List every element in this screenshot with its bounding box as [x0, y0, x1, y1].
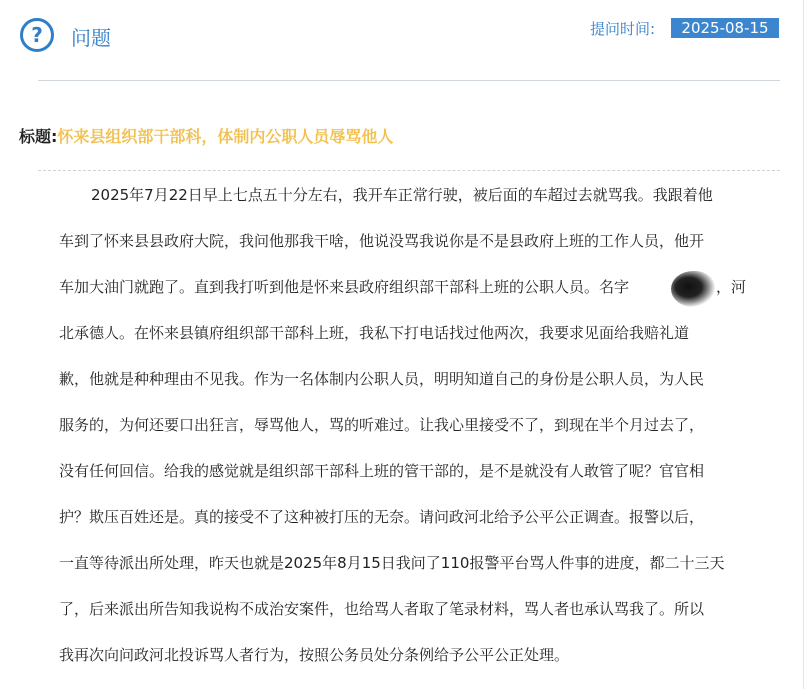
body-line: ，河: [716, 278, 747, 296]
body-line: 我再次向问政河北投诉骂人者行为，按照公务员处分条例给予公平公正处理。: [59, 646, 570, 664]
question-circle-icon: ?: [20, 18, 54, 52]
section-title: 问题: [71, 26, 111, 50]
body-line: 歉，他就是种种理由不见我。作为一名体制内公职人员，明明知道自己的身份是公职人员，为人民: [59, 370, 705, 388]
question-header: [0, 0, 808, 80]
body-line: 车加大油门就跑了。直到我打听到他是怀来县政府组织部干部科上班的公职人员。名字: [59, 278, 630, 296]
ask-time-badge: 2025-08-15: [671, 18, 779, 38]
title-text: 怀来县组织部干部科，体制内公职人员辱骂他人: [57, 127, 394, 146]
header-divider: [38, 80, 780, 81]
redaction-mark: [671, 271, 715, 307]
body-line: 服务的，为何还要口出狂言，辱骂他人，骂的听难过。让我心里接受不了，到现在半个月过去了，: [59, 416, 705, 434]
body-line: 没有任何回信。给我的感觉就是组织部干部科上班的管干部的，是不是就没有人敢管了呢？官官相: [59, 462, 705, 480]
body-line: 车到了怀来县县政府大院，我问他那我干啥，他说没骂我说你是不是县政府上班的工作人员，他开: [59, 232, 705, 250]
body-line: 一直等待派出所处理，昨天也就是2025年8月15日我问了110报警平台骂人件事的进度，都二十三天: [59, 554, 725, 572]
body-line: 北承德人。在怀来县镇府组织部干部科上班，我私下打电话找过他两次，我要求见面给我赔礼道: [59, 324, 690, 342]
body-line: 护？欺压百姓还是。真的接受不了这种被打压的无奈。请问政河北给予公平公正调查。报警以后，: [59, 508, 705, 526]
page-border: [803, 0, 804, 689]
title-label: 标题:: [19, 127, 58, 146]
ask-time-label: 提问时间:: [590, 20, 656, 38]
body-line: 了，后来派出所告知我说构不成治安案件，也给骂人者取了笔录材料，骂人者也承认骂我了。所以: [59, 600, 705, 618]
body-line: 2025年7月22日早上七点五十分左右，我开车正常行驶，被后面的车超过去就骂我。我跟着他: [91, 186, 713, 204]
title-divider: [38, 170, 780, 171]
question-title: [19, 125, 393, 149]
